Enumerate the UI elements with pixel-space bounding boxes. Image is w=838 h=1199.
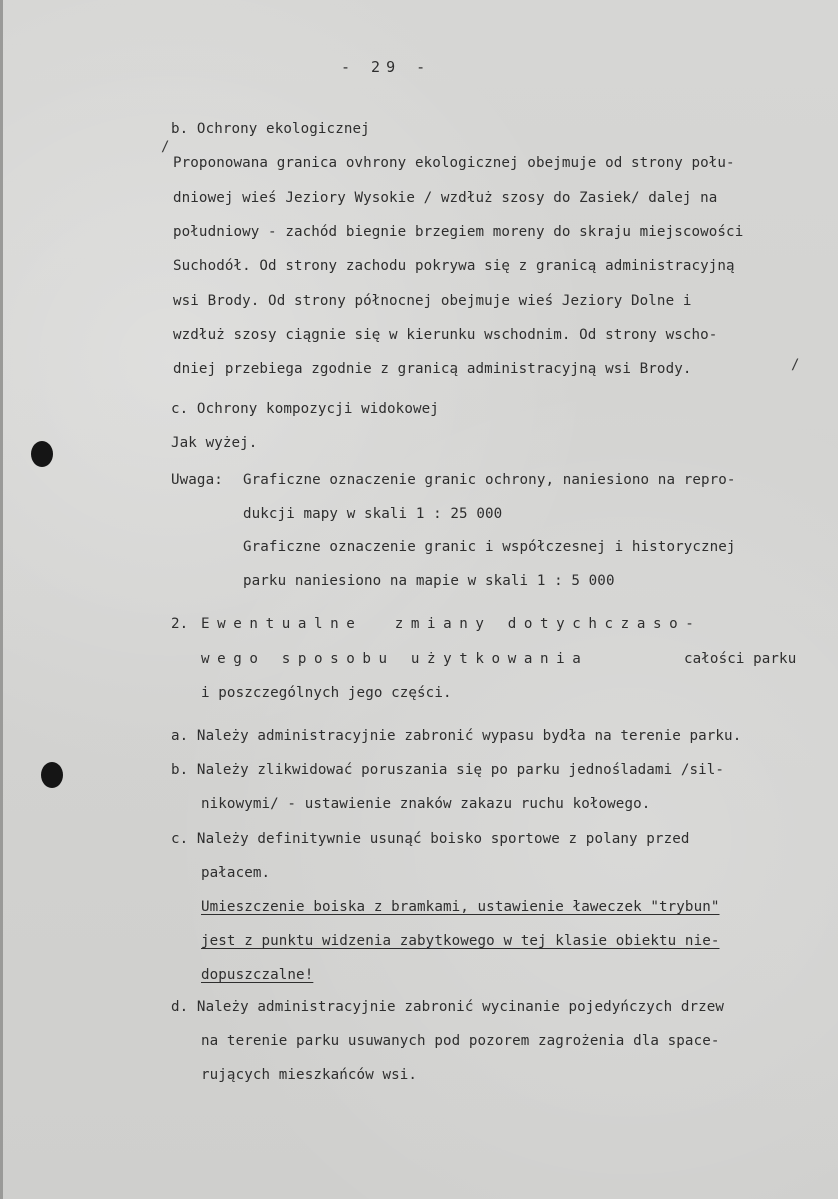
item-a: a. Należy administracyjnie zabronić wypasu bydła na terenie parku. (171, 728, 742, 744)
section-b-heading: b. Ochrony ekologicznej (171, 121, 370, 137)
item-b-line-1: b. Należy zlikwidować poruszania się po parku jednośladami /sil- (171, 762, 725, 778)
section-2-title-rest: całości parku (684, 651, 797, 667)
section-b-line-5: wsi Brody. Od strony północnej obejmuje wieś Jeziory Dolne i (173, 293, 692, 309)
item-c-underlined-1: Umieszczenie boiska z bramkami, ustawienie ławeczek "trybun" (201, 899, 720, 915)
section-b-line-2: dniowej wieś Jeziory Wysokie / wzdłuż szosy do Zasiek/ dalej na (173, 190, 718, 206)
section-2-number: 2. (171, 616, 189, 632)
section-b-line-3: południowy - zachód biegnie brzegiem moreny do skraju miejscowości (173, 224, 744, 240)
section-2-title-1: Ewentualne zmiany dotychczaso- (201, 616, 702, 632)
margin-mark-close: / (791, 357, 800, 373)
section-b-line-4: Suchodół. Od strony zachodu pokrywa się z granicą administracyjną (173, 258, 735, 274)
item-c-underlined-3: dopuszczalne! (201, 967, 314, 983)
note-line-2: dukcji mapy w skali 1 : 25 000 (243, 506, 503, 522)
section-2-title-2: wego sposobu użytkowania (201, 651, 589, 667)
note-line-3: Graficzne oznaczenie granic i współczesnej i historycznej (243, 539, 736, 555)
punch-hole-bottom (41, 762, 63, 788)
section-2-title-3: i poszczególnych jego części. (201, 685, 452, 701)
item-d-line-3: rujących mieszkańców wsi. (201, 1067, 418, 1083)
note-line-1: Graficzne oznaczenie granic ochrony, naniesiono na repro- (243, 472, 736, 488)
item-d-line-1: d. Należy administracyjnie zabronić wycinanie pojedyńczych drzew (171, 999, 725, 1015)
punch-hole-top (31, 441, 53, 467)
item-c-underlined-2: jest z punktu widzenia zabytkowego w tej klasie obiektu nie- (201, 933, 720, 949)
note-line-4: parku naniesiono na mapie w skali 1 : 5 000 (243, 573, 615, 589)
note-label: Uwaga: (171, 472, 223, 488)
section-b-line-1: Proponowana granica ovhrony ekologicznej obejmuje od strony połu- (173, 155, 735, 171)
item-d-line-2: na terenie parku usuwanych pod pozorem zagrożenia dla space- (201, 1033, 720, 1049)
section-c-text: Jak wyżej. (171, 435, 258, 451)
section-b-line-7: dniej przebiega zgodnie z granicą administracyjną wsi Brody. (173, 361, 692, 377)
margin-mark-open: / (161, 139, 170, 155)
item-c-line-1: c. Należy definitywnie usunąć boisko sportowe z polany przed (171, 831, 690, 847)
item-b-line-2: nikowymi/ - ustawienie znaków zakazu ruchu kołowego. (201, 796, 651, 812)
section-c-heading: c. Ochrony kompozycji widokowej (171, 401, 439, 417)
page-number: - 29 - (341, 58, 432, 76)
section-b-line-6: wzdłuż szosy ciągnie się w kierunku wschodnim. Od strony wscho- (173, 327, 718, 343)
item-c-line-2: pałacem. (201, 865, 271, 881)
